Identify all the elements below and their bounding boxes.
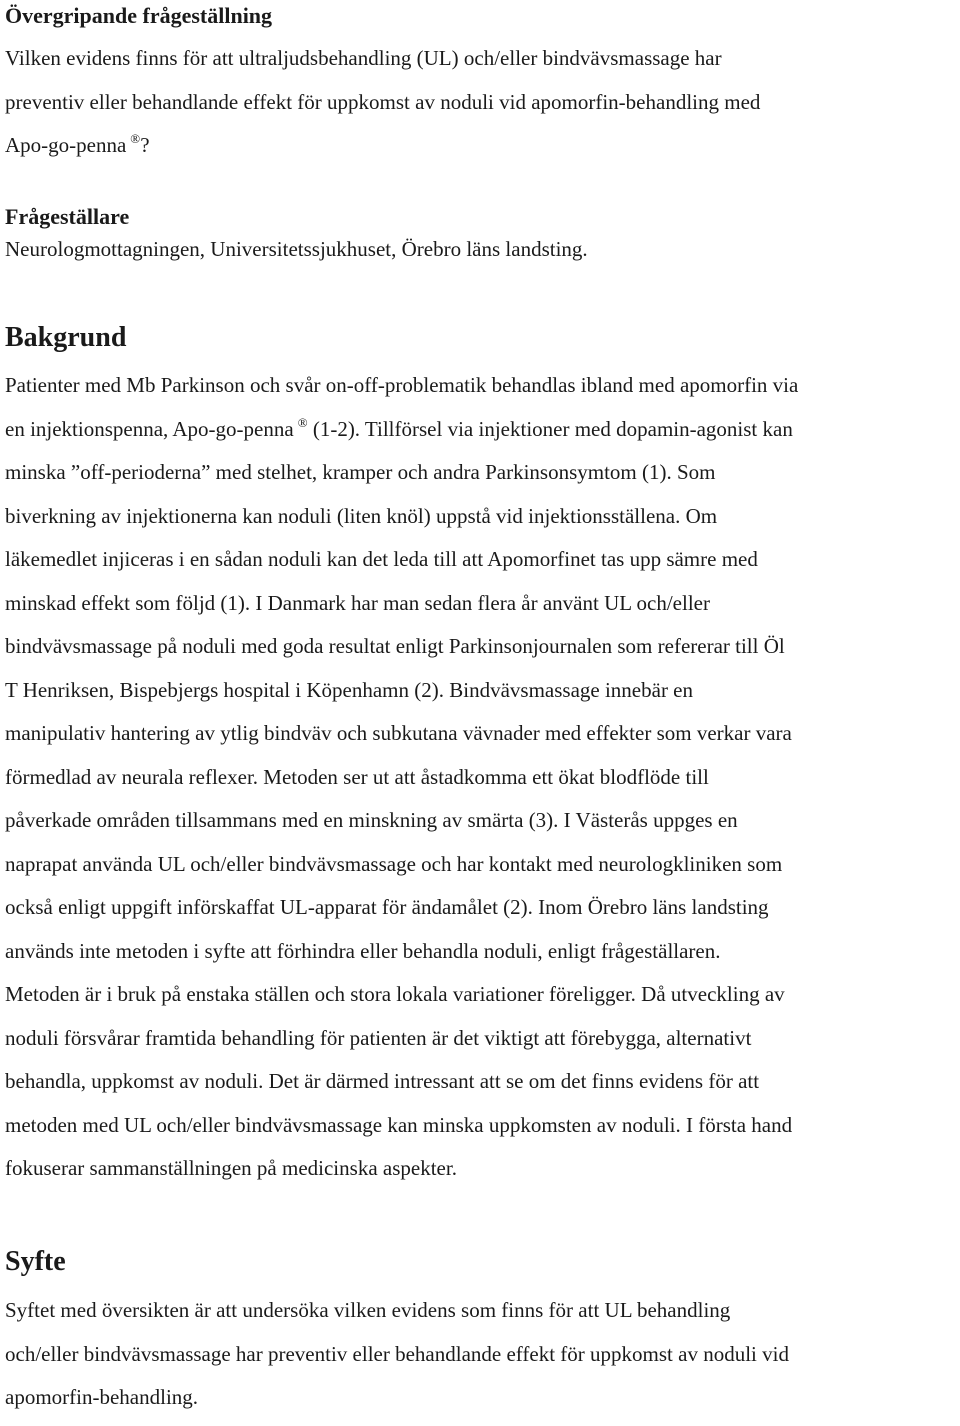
aim-line: apomorfin-behandling. — [5, 1385, 199, 1409]
background-paragraph — [5, 370, 798, 1197]
background-line: förmedlad av neurala reflexer. Metoden ser ut att åstadkomma ett ökat blodflöde till — [5, 764, 709, 789]
question-line-3 — [5, 130, 760, 174]
background-line: läkemedlet injiceras i en sådan noduli kan det leda till att Apomorfinet tas upp sämre med — [5, 547, 758, 571]
question-line-2: preventiv eller behandlande effekt för uppkomst av noduli vid apomorfin-behandling med — [5, 89, 761, 114]
background-line: biverkning av injektionerna kan noduli (liten knöl) uppstå vid injektionsställena. Om — [5, 503, 718, 528]
aim-line: Syftet med översikten är att undersöka vilken evidens som finns för att UL behandling — [5, 1298, 731, 1322]
question-paragraph — [5, 43, 760, 174]
background-line: fokuserar sammanställningen på medicinska aspekter. — [5, 1156, 457, 1180]
background-line: T Henriksen, Bispebjergs hospital i Köpenhamn (2). Bindvävsmassage innebär en — [5, 677, 694, 702]
aim-line: och/eller bindvävsmassage har preventiv eller behandlande effekt för uppkomst av noduli vid — [5, 1341, 789, 1366]
background-line: bindvävsmassage på noduli med goda resultat enligt Parkinsonjournalen som refererar till Öl — [5, 634, 785, 658]
background-line: också enligt uppgift införskaffat UL-apparat för ändamålet (2). Inom Örebro läns landsting — [5, 895, 769, 919]
background-line: minskad effekt som följd (1). I Danmark har man sedan flera år använt UL och/eller — [5, 590, 710, 615]
requester-heading: Frågeställare — [5, 204, 130, 229]
background-heading: Bakgrund — [5, 322, 127, 353]
question-line-3-suffix: ? — [140, 133, 150, 157]
question-line-3-prefix: Apo-go-penna — [5, 133, 127, 157]
background-line: används inte metoden i syfte att förhindra eller behandla noduli, enligt frågeställaren. — [5, 938, 721, 963]
background-line: noduli försvårar framtida behandling för patienten är det viktigt att förebygga, alternativt — [5, 1025, 752, 1050]
background-line: manipulativ hantering av ytlig bindväv och subkutana vävnader med effekter som verkar vara — [5, 721, 792, 745]
background-line: Metoden är i bruk på enstaka ställen och stora lokala variationer föreligger. Då utveckling av — [5, 982, 785, 1006]
background-line-1: Patienter med Mb Parkinson och svår on-off-problematik behandlas ibland med apomorfin via — [5, 373, 799, 397]
requester-paragraph — [5, 234, 588, 264]
registered-mark: ® — [297, 414, 308, 430]
aim-paragraph — [5, 1295, 789, 1426]
background-line: metoden med UL och/eller bindvävsmassage kan minska uppkomsten av noduli. I första hand — [5, 1112, 793, 1137]
requester-text: Neurologmottagningen, Universitetssjukhuset, Örebro läns landsting. — [5, 237, 588, 261]
background-line: påverkade områden tillsammans med en minskning av smärta (3). I Västerås uppges en — [5, 808, 738, 832]
aim-heading: Syfte — [5, 1246, 66, 1277]
registered-mark: ® — [130, 131, 141, 146]
question-line-1: Vilken evidens finns för att ultraljudsbehandling (UL) och/eller bindvävsmassage har — [5, 46, 722, 70]
background-line: minska ”off-perioderna” med stelhet, kramper och andra Parkinsonsymtom (1). Som — [5, 460, 716, 484]
background-line-2-suffix: (1-2). Tillförsel via injektioner med dopamin-agonist kan — [312, 416, 793, 441]
background-line: naprapat använda UL och/eller bindvävsmassage och har kontakt med neurologkliniken som — [5, 851, 783, 876]
background-line-2-prefix: en injektionspenna, Apo-go-penna — [5, 416, 294, 441]
background-line: behandla, uppkomst av noduli. Det är därmed intressant att se om det finns evidens för att — [5, 1069, 760, 1093]
background-line-2 — [5, 414, 798, 458]
question-heading: Övergripande frågeställning — [5, 3, 273, 28]
